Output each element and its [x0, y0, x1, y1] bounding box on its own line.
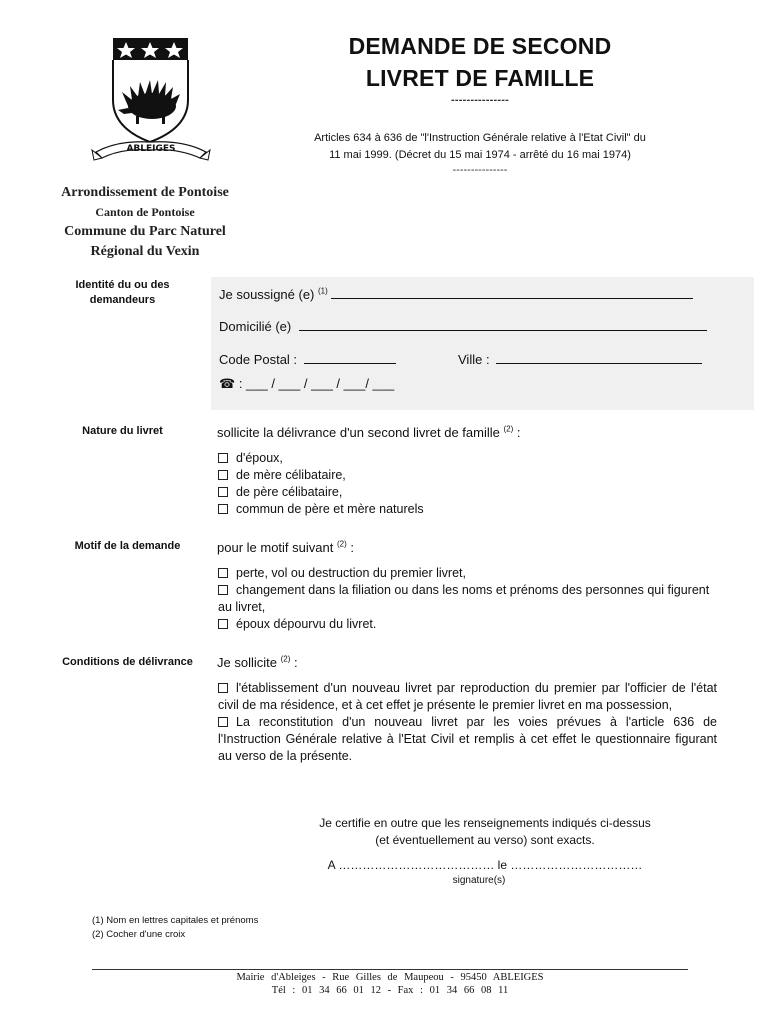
nature-option-commun[interactable]: commun de père et mère naturels: [218, 501, 424, 518]
conditions-options: [218, 680, 717, 765]
certification-line-2: (et éventuellement au verso) sont exacts.: [375, 833, 595, 847]
motif-intro: pour le motif suivant $^{(2)}$ :: [217, 539, 354, 555]
postal-code-label: Code Postal :: [219, 352, 298, 367]
footnote-2: (2) Cocher d'une croix: [92, 929, 186, 940]
checkbox[interactable]: [218, 504, 228, 514]
articles-line-2: 11 mai 1999. (Décret du 15 mai 1974 - arrêté du 16 mai 1974): [329, 149, 631, 161]
signature-label: signature(s): [452, 875, 506, 886]
checkbox[interactable]: [218, 619, 228, 629]
motif-option-depourvu[interactable]: époux dépourvu du livret.: [218, 616, 718, 633]
articles-separator: ---------------: [452, 164, 508, 176]
city-field[interactable]: [496, 351, 702, 364]
identity-section-label: Identité du ou des demandeurs: [75, 279, 170, 306]
canton: Canton de Pontoise: [95, 205, 195, 219]
phone-row: [219, 375, 394, 393]
commune-line-2: Régional du Vexin: [90, 244, 200, 259]
phone-icon: ☎: [219, 376, 236, 391]
title-line-1: DEMANDE DE SECOND: [348, 33, 612, 59]
nature-option-mere[interactable]: de mère célibataire,: [218, 467, 424, 484]
footer-divider: [92, 969, 688, 970]
conditions-section-label: Conditions de délivrance: [62, 656, 193, 668]
conditions-option-reconstitution[interactable]: La reconstitution d'un nouveau livret par les voies prévues à l'article 636 de l'Instruction Générale relative à l'Etat Civil et remplis à cet effet le questionnaire figurant au verso de la présente.: [218, 715, 717, 763]
postal-code-row: [219, 351, 396, 369]
motif-option-changement[interactable]: changement dans la filiation ou dans les noms et prénoms des personnes qui figurent au livret,: [218, 583, 710, 614]
address-field[interactable]: [299, 318, 707, 331]
articles-line-1: Articles 634 à 636 de "l'Instruction Générale relative à l'Etat Civil" du: [314, 132, 646, 144]
document-title: [300, 30, 660, 106]
checkbox[interactable]: [218, 453, 228, 463]
nature-option-pere[interactable]: de père célibataire,: [218, 484, 424, 501]
title-line-2: LIVRET DE FAMILLE: [365, 65, 595, 91]
certification-line-1: Je certifie en outre que les renseignements indiqués ci-dessus: [319, 816, 651, 830]
city-row: [458, 351, 702, 369]
footer-address: [150, 971, 630, 997]
administrative-block: [40, 184, 250, 263]
legal-reference: [270, 130, 690, 176]
logo-banner-text: ABLEIGES: [126, 144, 176, 154]
motif-section-label: Motif de la demande: [74, 540, 181, 552]
commune-coat-of-arms: [88, 30, 218, 170]
place-date-field[interactable]: A ………………………………… le ……………………………: [327, 858, 643, 872]
footer-line-1: Mairie d'Ableiges - Rue Gilles de Maupeou - 95450 ABLEIGES: [236, 972, 544, 983]
checkbox[interactable]: [218, 683, 228, 693]
footer-line-2: Tél : 01 34 66 01 12 - Fax : 01 34 66 08 11: [271, 985, 509, 996]
certification-block: [280, 815, 690, 888]
checkbox[interactable]: [218, 585, 228, 595]
domicile-row: [219, 318, 707, 336]
phone-field[interactable]: : ___ / ___ / ___ / ___/ ___: [238, 376, 395, 391]
soussigne-row: [219, 286, 693, 304]
motif-options: [218, 565, 718, 633]
footnotes: [92, 914, 258, 942]
nature-options: [218, 450, 424, 518]
arrondissement: Arrondissement de Pontoise: [61, 185, 229, 200]
nature-intro: sollicite la délivrance d'un second livret de famille $^{(2)}$ :: [217, 424, 521, 440]
checkbox[interactable]: [218, 717, 228, 727]
footnote-ref-1: (1): [318, 286, 328, 296]
name-field[interactable]: [331, 286, 693, 299]
checkbox[interactable]: [218, 568, 228, 578]
conditions-intro: Je sollicite $^{(2)}$ :: [217, 654, 298, 670]
title-separator: ---------------: [451, 94, 509, 106]
coat-of-arms-icon: [88, 30, 218, 170]
nature-option-epoux[interactable]: d'époux,: [218, 450, 424, 467]
motif-option-perte[interactable]: perte, vol ou destruction du premier livret,: [218, 565, 718, 582]
postal-code-field[interactable]: [304, 351, 396, 364]
domicile-label: Domicilié (e): [219, 319, 292, 334]
nature-section-label: Nature du livret: [82, 425, 163, 437]
commune-line-1: Commune du Parc Naturel: [64, 224, 226, 239]
conditions-option-reproduction[interactable]: l'établissement d'un nouveau livret par reproduction du premier par l'officier de l'état civil de ma résidence, et à cet effet je présente le premier livret en ma possession,: [218, 681, 717, 712]
checkbox[interactable]: [218, 487, 228, 497]
footnote-1: (1) Nom en lettres capitales et prénoms: [92, 915, 259, 926]
soussigne-label: Je soussigné (e): [219, 287, 315, 302]
city-label: Ville :: [458, 352, 490, 367]
checkbox[interactable]: [218, 470, 228, 480]
